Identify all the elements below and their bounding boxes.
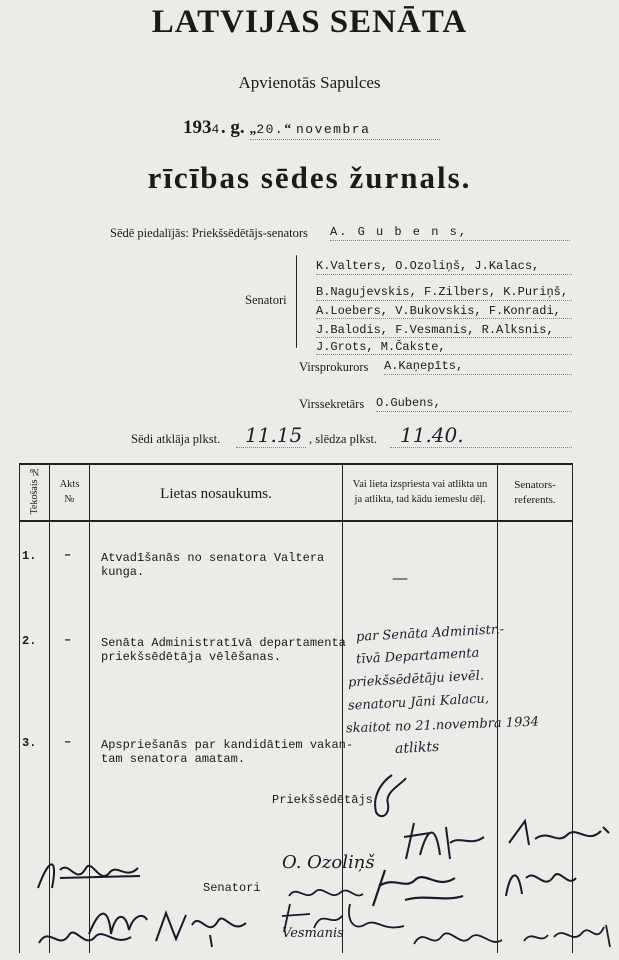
day-value: 20. xyxy=(256,122,285,137)
header-decision xyxy=(343,464,498,521)
ledger-header-row xyxy=(20,464,573,521)
signature-nagujevskis xyxy=(150,905,250,950)
chairman-name: A. G u b e n s, xyxy=(330,225,469,239)
g-label: . g. xyxy=(220,117,245,138)
secretary-name: O.Gubens, xyxy=(376,396,441,410)
year-prefix: 193 xyxy=(183,117,212,138)
senator-line: J.Balodis, F.Vesmanis, R.Alksnis, xyxy=(316,323,554,337)
signature-gubens xyxy=(30,850,160,895)
senator-dotline xyxy=(316,318,572,319)
row-title-line: Atvadīšanās no senatora Valtera xyxy=(101,551,325,565)
closed-label: , slēdza plkst. xyxy=(309,432,378,446)
signature-cakste xyxy=(520,915,615,953)
date-dotline xyxy=(250,139,440,140)
senator-line: J.Grots, M.Čakste, xyxy=(316,340,446,354)
signature-purins xyxy=(505,815,615,855)
signature-zilbers xyxy=(280,898,410,938)
row-number: 1. xyxy=(22,549,37,563)
decision-handwriting-line: tīvā Departamenta xyxy=(355,645,480,668)
signature-alksnis xyxy=(35,915,135,955)
header-decision-text: Vai lieta izspriesta vai atlikta un ja atlikta, tad kādu iemeslu dēļ. xyxy=(352,479,488,505)
closed-time: 11.40. xyxy=(400,423,464,447)
closed-dotline xyxy=(390,447,572,448)
row-title-line: priekšsēdētāja vēlēšanas. xyxy=(101,650,282,664)
document-title: LATVIJAS SENĀTA xyxy=(151,4,468,40)
opened-dotline xyxy=(236,447,306,448)
decision-handwriting-line: senatoru Jāni Kalacu, xyxy=(347,691,490,714)
chairman-signature-label: Priekšsēdētājs xyxy=(272,793,373,807)
header-name xyxy=(90,464,343,521)
signature-grots xyxy=(410,920,505,955)
header-act xyxy=(50,464,90,521)
header-num xyxy=(20,464,50,521)
senator-line: B.Nagujevskis, F.Zilbers, K.Puriņš, xyxy=(316,285,569,299)
senators-label: Senatori xyxy=(245,293,287,307)
senator-dotline xyxy=(316,337,572,338)
row-act: – xyxy=(64,735,72,749)
signature-kalacs xyxy=(400,815,490,865)
opened-time: 11.15 xyxy=(245,423,303,447)
row-title-line: kunga. xyxy=(101,565,145,579)
prosecutor-name: A.Kaņepīts, xyxy=(384,359,464,373)
opened-label: Sēdi atklāja plkst. xyxy=(131,432,221,446)
assembly-subtitle: Apvienotās Sapulces xyxy=(238,73,381,92)
row-title-line: Apspriešanās par kandidātiem vakan- xyxy=(101,738,354,752)
row-act: – xyxy=(64,633,72,647)
row-title-line: tam senatora amatam. xyxy=(101,752,246,766)
row-decision: atlikts xyxy=(394,738,440,758)
prosecutor-dotline xyxy=(384,374,572,375)
senator-line: K.Valters, O.Ozoliņš, J.Kalacs, xyxy=(316,259,540,273)
header-num-text: Tekošais № xyxy=(28,466,40,515)
header-referent-text: Senators-referents. xyxy=(514,478,556,506)
chairman-dotline xyxy=(330,240,570,241)
decision-handwriting-line: par Senāta Administr.- xyxy=(355,622,505,645)
signature-vesmanis: Vesmanis xyxy=(282,926,344,941)
decision-handwriting-line: priekšsēdētāju ievēl. xyxy=(347,668,485,691)
decision-handwriting-line: skaitot no 21.novembra 1934 xyxy=(345,714,540,737)
row-number: 3. xyxy=(22,736,37,750)
day-close-quote: “ xyxy=(284,122,292,137)
header-referent xyxy=(498,464,573,521)
journal-title: rīcības sēdes žurnals. xyxy=(147,160,472,195)
row-number: 2. xyxy=(22,634,37,648)
signature-balodis xyxy=(500,858,580,903)
senator-dotline xyxy=(316,300,572,301)
signature-ozolins: O. Ozoliņš xyxy=(282,852,375,873)
participants-label: Sēdē piedalījās: Priekšsēdētājs-senators xyxy=(110,226,308,240)
prosecutor-label: Virsprokurors xyxy=(299,360,369,374)
header-act-text: Akts № xyxy=(59,479,80,505)
row-title-line: Senāta Administratīvā departamenta xyxy=(101,636,346,650)
senator-dotline xyxy=(316,274,572,275)
date-line xyxy=(183,117,370,139)
header-name-text: Lietas nosaukums. xyxy=(160,485,272,502)
senator-dotline xyxy=(316,354,572,355)
row-act: – xyxy=(64,548,72,562)
secretary-dotline xyxy=(376,411,572,412)
senators-signature-label: Senatori xyxy=(203,881,261,895)
day-open-quote: „ xyxy=(249,122,257,137)
secretary-label: Virssekretārs xyxy=(299,397,365,411)
year-digit: 4 xyxy=(211,122,221,137)
month-value: novembra xyxy=(295,122,371,137)
senators-brace xyxy=(296,255,297,348)
row-decision: — xyxy=(392,568,408,587)
senator-line: A.Loebers, V.Bukovskis, F.Konradi, xyxy=(316,304,561,318)
